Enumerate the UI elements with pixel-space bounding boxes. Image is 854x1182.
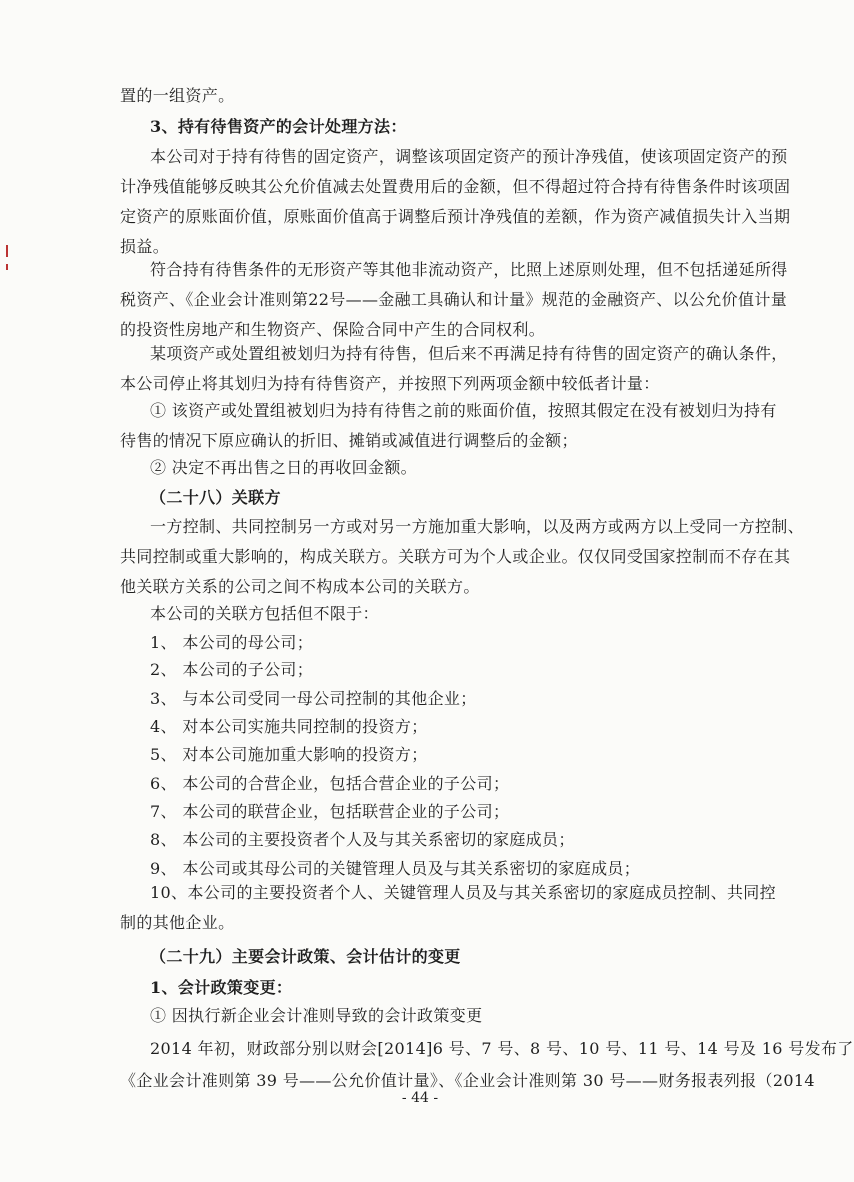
paragraph-line: 本公司对于持有待售的固定资产，调整该项固定资产的预计净残值，使该项固定资产的预	[150, 147, 788, 166]
list-item: 8、 本公司的主要投资者个人及与其关系密切的家庭成员；	[150, 830, 575, 849]
paragraph-line: 共同控制或重大影响的，构成关联方。关联方可为个人或企业。仅仅同受国家控制而不存在其	[120, 547, 791, 566]
list-item: 7、 本公司的联营企业，包括联营企业的子公司；	[150, 802, 510, 821]
list-item: 1、 本公司的母公司；	[150, 633, 314, 652]
paragraph-line: 本公司的关联方包括但不限于：	[150, 604, 379, 623]
paragraph-line: 税资产、《企业会计准则第22号——金融工具确认和计量》规范的金融资产、以公允价值计量	[120, 290, 788, 309]
paragraph-line: 计净残值能够反映其公允价值减去处置费用后的金额，但不得超过符合持有待售条件时该项固	[120, 177, 791, 196]
list-item: 5、 对本公司施加重大影响的投资方；	[150, 745, 428, 764]
paragraph-line: 本公司停止将其划归为持有待售资产，并按照下列两项金额中较低者计量：	[120, 374, 660, 393]
page-number: - 44 -	[401, 1090, 439, 1106]
scan-mark	[6, 245, 8, 257]
paragraph-line: 《企业会计准则第 39 号——公允价值计量》、《企业会计准则第 30 号——财务报表列报（2014	[120, 1071, 815, 1090]
list-item: 6、 本公司的合营企业，包括合营企业的子公司；	[150, 774, 510, 793]
paragraph-line: ② 决定不再出售之日的再收回金额。	[150, 458, 418, 477]
paragraph-line: 他关联方关系的公司之间不构成本公司的关联方。	[120, 577, 480, 596]
paragraph-line: 待售的情况下原应确认的折旧、摊销或减值进行调整后的金额；	[120, 431, 578, 450]
paragraph-line: 的投资性房地产和生物资产、保险合同中产生的合同权利。	[120, 320, 546, 339]
paragraph-line: ① 因执行新企业会计准则导致的会计政策变更	[150, 1006, 483, 1025]
section-heading: 3、持有待售资产的会计处理方法：	[150, 117, 407, 136]
paragraph-line: 置的一组资产。	[120, 86, 235, 105]
paragraph-line: 制的其他企业。	[120, 913, 235, 932]
paragraph-line: 一方控制、共同控制另一方或对另一方施加重大影响，以及两方或两方以上受同一方控制、	[150, 517, 805, 536]
paragraph-line: 某项资产或处置组被划归为持有待售，但后来不再满足持有待售的固定资产的确认条件，	[150, 344, 788, 363]
paragraph-line: 符合持有待售条件的无形资产等其他非流动资产，比照上述原则处理，但不包括递延所得	[150, 260, 788, 279]
list-item: 9、 本公司或其母公司的关键管理人员及与其关系密切的家庭成员；	[150, 859, 641, 878]
paragraph-line: 定资产的原账面价值，原账面价值高于调整后预计净残值的差额，作为资产减值损失计入当期	[120, 207, 791, 226]
list-item: 10、本公司的主要投资者个人、关键管理人员及与其关系密切的家庭成员控制、共同控	[150, 883, 777, 902]
scan-mark	[6, 264, 8, 270]
paragraph-line: ① 该资产或处置组被划归为持有待售之前的账面价值，按照其假定在没有被划归为持有	[150, 401, 777, 420]
list-item: 2、 本公司的子公司；	[150, 660, 314, 679]
section-heading: （二十八）关联方	[150, 488, 281, 507]
list-item: 3、 与本公司受同一母公司控制的其他企业；	[150, 689, 477, 708]
section-heading: （二十九）主要会计政策、会计估计的变更	[150, 947, 461, 966]
paragraph-line: 损益。	[120, 237, 170, 256]
list-item: 4、 对本公司实施共同控制的投资方；	[150, 717, 428, 736]
section-heading: 1、会计政策变更：	[150, 978, 293, 997]
paragraph-line: 2014 年初，财政部分别以财会[2014]6 号、7 号、8 号、10 号、11 号、14 号及 16 号发布了	[150, 1039, 854, 1058]
